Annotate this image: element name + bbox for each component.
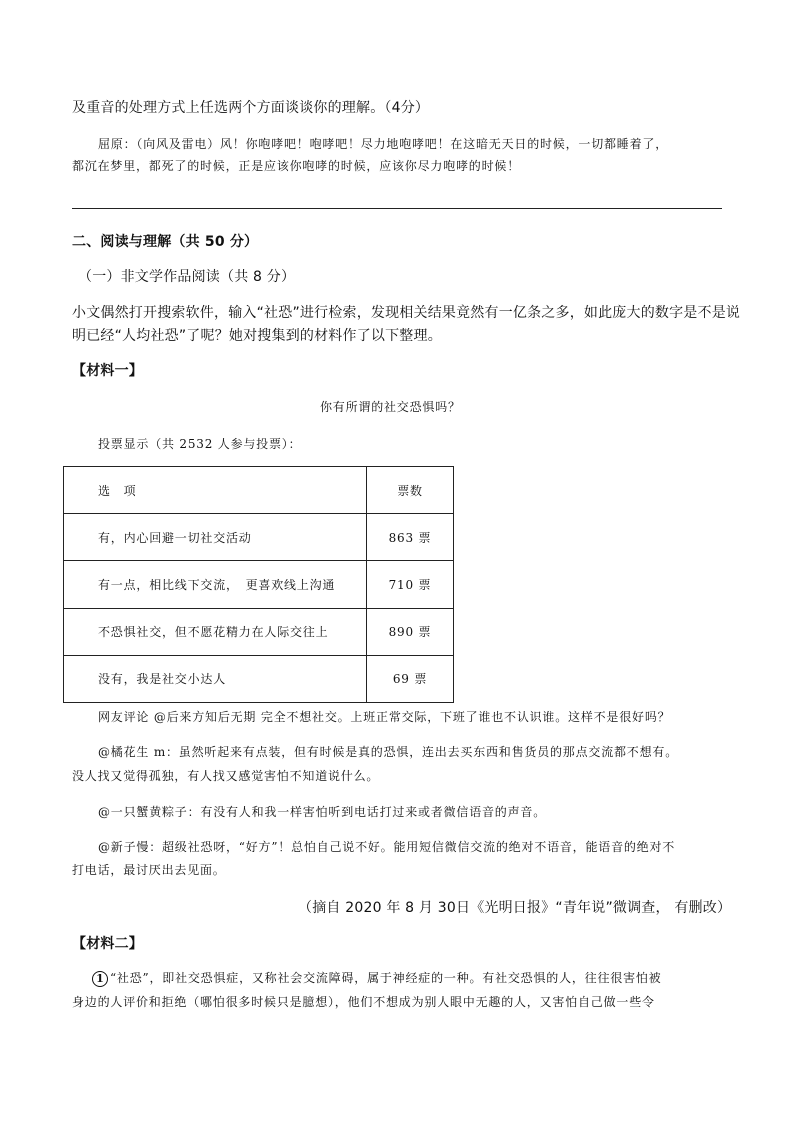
table-row [64, 514, 454, 561]
material-two-line-2: 身边的人评价和拒绝（哪怕很多时候只是臆想），他们不想成为别人眼中无趣的人，又害怕自己做一些令 [72, 995, 655, 1009]
survey-question: 你有所谓的社交恐惧吗？ [320, 400, 461, 414]
row-count: 890 票 [367, 608, 454, 655]
row-count: 69 票 [367, 655, 454, 702]
row-option: 有，内心回避一切社交活动 [64, 514, 367, 561]
sub-section-heading: （一）非文学作品阅读（共 8 分） [78, 269, 296, 285]
table-row [64, 655, 454, 702]
material-two-line-1-text: “社恐”，即社交恐惧症，又称社会交流障碍，属于神经症的一种。有社交恐惧的人，往往很害怕被 [110, 971, 662, 985]
quote-line-2: 都沉在梦里，都死了的时候，正是应该你咆哮的时候，应该你尽力咆哮的时候！ [72, 159, 521, 173]
section-heading: 二、阅读与理解（共 50 分） [72, 234, 259, 250]
table-row [64, 608, 454, 655]
table-row [64, 561, 454, 608]
comment-2-line-2: 没人找又觉得孤独，有人找又感觉害怕不知道说什么。 [72, 769, 380, 783]
material-two-label: 【材料二】 [72, 936, 143, 952]
material-one-label: 【材料一】 [72, 363, 143, 379]
comment-1: 网友评论 @后来方知后无期 完全不想社交。上班正常交际，下班了谁也不认识谁。这样不是很好吗？ [98, 710, 671, 724]
table-header-row [64, 467, 454, 514]
row-option: 有一点，相比线下交流， 更喜欢线上沟通 [64, 561, 367, 608]
source-citation: （摘自 2020 年 8 月 30日《光明日报》“青年说”微调查， 有删改） [298, 900, 732, 916]
quote-line-1: 屈原：（向风及雷电）风！你咆哮吧！咆哮吧！尽力地咆哮吧！在这暗无天日的时候，一切都睡着了， [98, 137, 669, 151]
vote-info: 投票显示（共 2532 人参与投票）： [98, 437, 302, 451]
comment-4-line-2: 打电话，最讨厌出去见面。 [72, 863, 226, 877]
vote-table [63, 466, 454, 703]
question-continuation: 及重音的处理方式上任选两个方面谈谈你的理解。（4分） [72, 100, 430, 116]
intro-line-1: 小文偶然打开搜索软件，输入“社恐”进行检索，发现相关结果竟然有一亿条之多，如此庞大的数字是不是说 [72, 305, 741, 321]
section-divider [72, 208, 722, 209]
material-two-line-1 [92, 969, 661, 987]
comment-3: @一只蟹黄粽子：有没有人和我一样害怕听到电话打过来或者微信语音的声音。 [98, 805, 547, 819]
row-count: 710 票 [367, 561, 454, 608]
row-option: 不恐惧社交，但不愿花精力在人际交往上 [64, 608, 367, 655]
row-option: 没有，我是社交小达人 [64, 655, 367, 702]
row-count: 863 票 [367, 514, 454, 561]
comment-4-line-1: @新子慢：超级社恐呀，“好方”！总怕自己说不好。能用短信微信交流的绝对不语音，能语音的绝对不 [98, 840, 676, 854]
header-option: 选 项 [64, 467, 367, 514]
paragraph-number: 1 [92, 971, 108, 987]
comment-2-line-1: @橘花生 m：虽然听起来有点装，但有时候是真的恐惧，连出去买东西和售货员的那点交流都不想有。 [98, 745, 678, 759]
header-count: 票数 [367, 467, 454, 514]
intro-line-2: 明已经“人均社恐”了呢？她对搜集到的材料作了以下整理。 [72, 328, 442, 344]
